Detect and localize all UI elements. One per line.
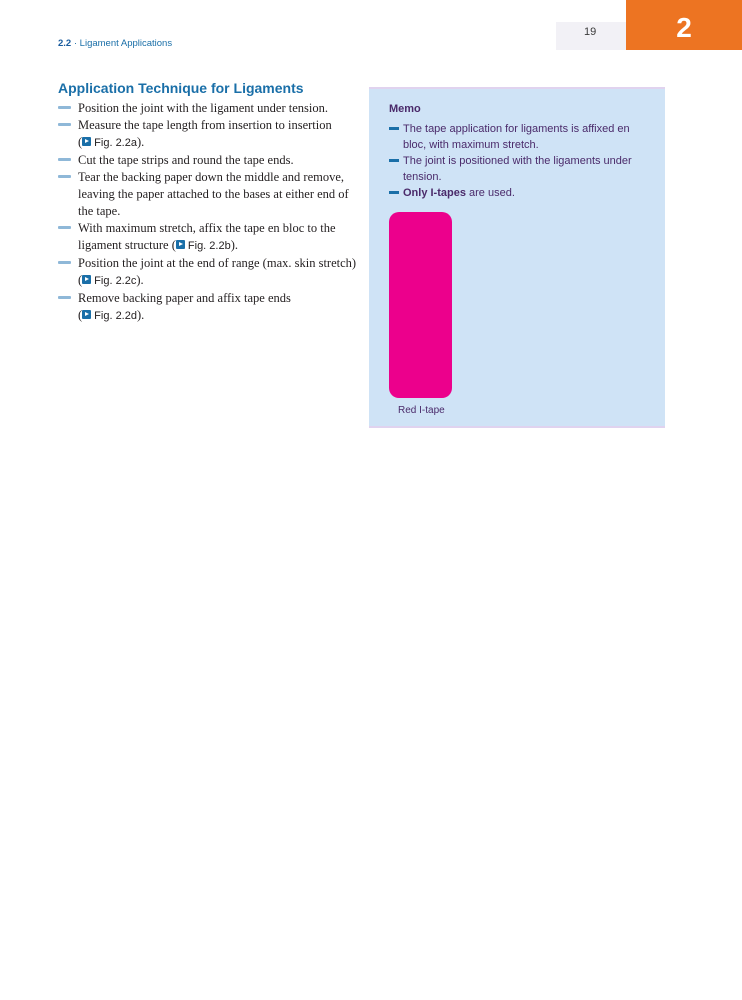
list-item [58,169,358,220]
list-item [58,255,358,290]
memo-text: The joint is positioned with the ligaments under tension. [403,155,632,183]
bullet-dash-icon [389,159,399,162]
section-title: Ligament Applications [79,38,173,49]
figure-arrow-icon [82,137,91,146]
bullet-dash-icon [58,158,71,161]
paren-open: ( [168,238,176,252]
paren-close: ). [136,308,145,322]
list-item [389,185,651,201]
figure-arrow-icon [82,310,91,319]
section-heading: Application Technique for Ligaments [58,80,304,96]
step-text: Position the joint with the ligament under tension. [78,101,328,115]
paren-open: ( [78,273,83,287]
separator: · [73,38,78,49]
step-text: Cut the tape strips and round the tape ends. [78,153,294,167]
figure-reference-link[interactable] [82,137,137,149]
running-head [58,38,172,49]
figure-reference-link[interactable] [176,240,231,252]
bullet-dash-icon [58,296,71,299]
paren-close: ). [136,135,145,149]
memo-box [369,87,665,428]
bullet-dash-icon [58,226,71,229]
memo-text: are used. [465,187,515,199]
section-number: 2.2 [58,38,72,49]
red-i-tape-illustration [389,212,452,398]
memo-title: Memo [389,103,421,115]
figure-arrow-icon [176,240,185,249]
list-item [389,153,651,185]
paren-close: ). [230,238,239,252]
memo-list [389,121,651,201]
tape-caption: Red I-tape [398,405,445,416]
list-item [58,220,358,255]
paren-open: ( [78,135,83,149]
chapter-tab: 2 [626,0,742,50]
paren-close: ). [136,273,144,287]
figure-reference-label: Fig. 2.2b [187,240,231,252]
figure-reference-link[interactable] [82,275,136,287]
technique-steps-list [58,100,358,325]
step-text: Position the joint at the end of range (max. skin stretch) [78,256,357,270]
step-text: Remove backing paper and affix tape ends [78,291,291,305]
list-item [58,100,358,117]
figure-reference-label: Fig. 2.2a [94,137,137,149]
bullet-dash-icon [389,127,399,130]
step-text: Measure the tape length from insertion to insertion [78,118,332,132]
list-item [58,152,358,169]
memo-bold-text: Only I-tapes [403,187,466,199]
bullet-dash-icon [58,123,71,126]
step-text: With maximum stretch, affix the tape en bloc to the ligament structure [78,221,336,252]
figure-arrow-icon [82,275,91,284]
bullet-dash-icon [58,175,71,178]
figure-reference-link[interactable] [82,310,137,322]
bullet-dash-icon [58,261,71,264]
list-item [58,117,358,152]
step-text: Tear the backing paper down the middle and remove, leaving the paper attached to the bases at either end of the tape. [78,170,349,218]
paren-open: ( [78,308,83,322]
figure-reference-label: Fig. 2.2c [94,275,137,287]
figure-reference-label: Fig. 2.2d [94,310,137,322]
page-number: 19 [556,22,626,50]
memo-text: The tape application for ligaments is affixed en bloc, with maximum stretch. [403,123,630,151]
list-item [58,290,358,325]
bullet-dash-icon [389,191,399,194]
list-item [389,121,651,153]
bullet-dash-icon [58,106,71,109]
